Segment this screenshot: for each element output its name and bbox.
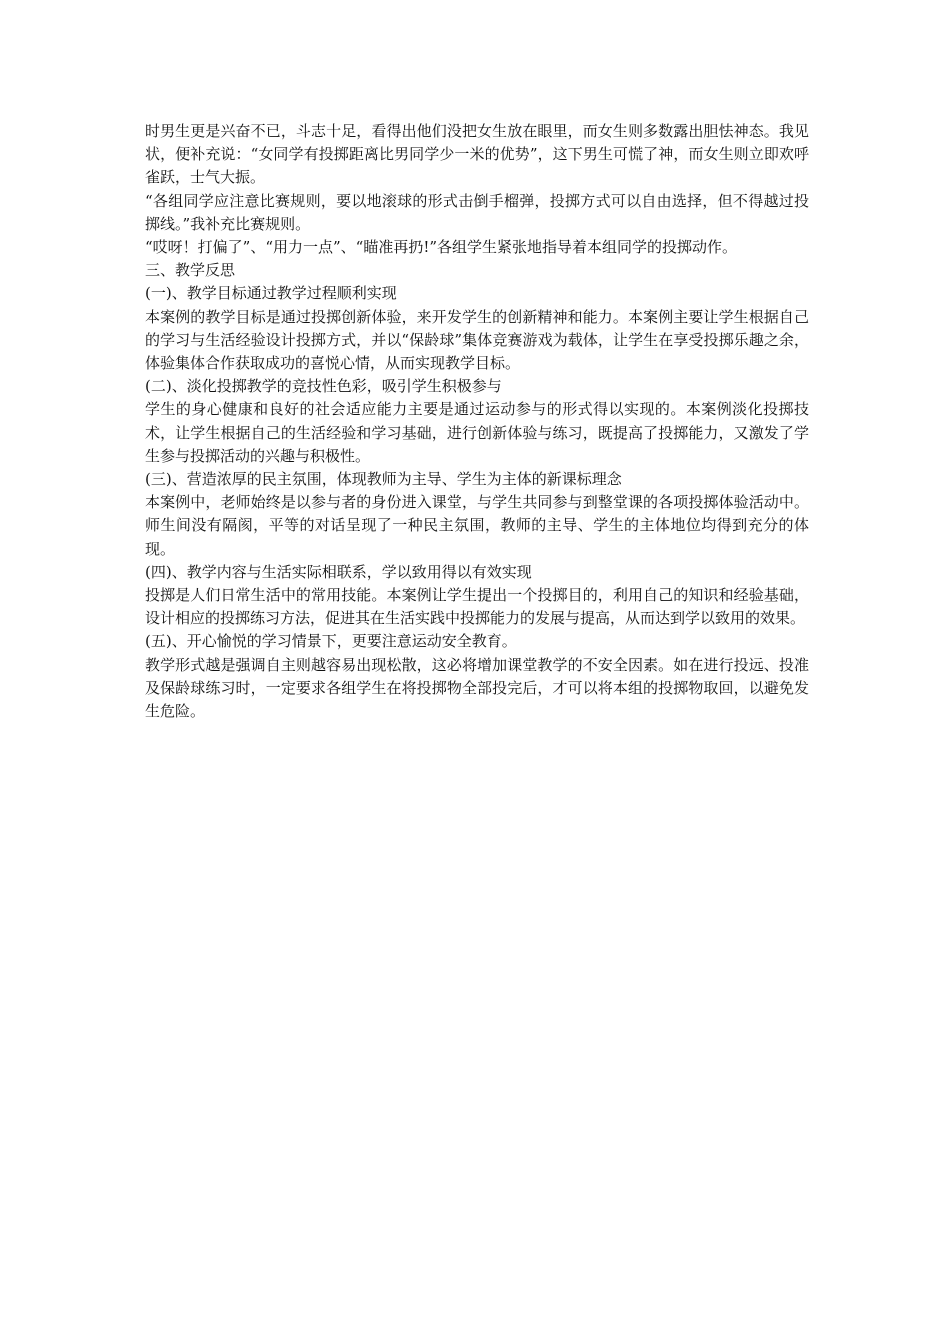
subheading-3: (三)、营造浓厚的民主氛围，体现教师为主导、学生为主体的新课标理念 xyxy=(145,470,622,489)
paragraph-guidance: “哎呀！打偏了”、“用力一点”、“瞄准再扔!”各组学生紧张地指导着本组同学的投掷动作。 xyxy=(145,238,738,257)
paragraph-3: 本案例中，老师始终是以参与者的身份进入课堂，与学生共同参与到整堂课的各项投掷体验活动中。师生间没有隔阂，平等的对话呈现了一种民主氛围，教师的主导、学生的主体地位均得到充分的体现。 xyxy=(145,493,809,558)
paragraph-1: 本案例的教学目标是通过投掷创新体验，来开发学生的创新精神和能力。本案例主要让学生根据自己的学习与生活经验设计投掷方式，并以“保龄球”集体竞赛游戏为载体，让学生在享受投掷乐趣之余，体验集体合作获取成功的喜悦心情，从而实现教学目标。 xyxy=(145,307,809,373)
section-title-reflection: 三、教学反思 xyxy=(145,261,236,280)
subheading-5: (五)、开心愉悦的学习情景下，更要注意运动安全教育。 xyxy=(145,632,517,651)
subheading-2: (二)、淡化投掷教学的竞技性色彩，吸引学生积极参与 xyxy=(145,377,502,396)
paragraph-2: 学生的身心健康和良好的社会适应能力主要是通过运动参与的形式得以实现的。本案例淡化投掷技术，让学生根据自己的生活经验和学习基础，进行创新体验与练习，既提高了投掷能力，又激发了学生参与投掷活动的兴趣与积极性。 xyxy=(145,400,809,465)
paragraph-4: 投掷是人们日常生活中的常用技能。本案例让学生提出一个投掷目的，利用自己的知识和经验基础，设计相应的投掷练习方法，促进其在生活实践中投掷能力的发展与提高，从而达到学以致用的效果。 xyxy=(145,586,809,628)
subheading-1: (一)、教学目标通过教学过程顺利实现 xyxy=(145,284,397,303)
paragraph-rules: “各组同学应注意比赛规则，要以地滚球的形式击倒手榴弹，投掷方式可以自由选择，但不得越过投掷线。”我补充比赛规则。 xyxy=(145,191,809,233)
document-page xyxy=(145,120,809,723)
paragraph-5: 教学形式越是强调自主则越容易出现松散，这必将增加课堂教学的不安全因素。如在进行投远、投准及保龄球练习时，一定要求各组学生在将投掷物全部投完后，才可以将本组的投掷物取回，以避免发生危险。 xyxy=(145,655,809,721)
paragraph-boys-excited: 时男生更是兴奋不已，斗志十足，看得出他们没把女生放在眼里，而女生则多数露出胆怯神态。我见状，便补充说：“女同学有投掷距离比男同学少一米的优势”，这下男生可慌了神，而女生则立即欢呼雀跃，士气大振。 xyxy=(145,122,809,187)
subheading-4: (四)、教学内容与生活实际相联系，学以致用得以有效实现 xyxy=(145,562,532,581)
